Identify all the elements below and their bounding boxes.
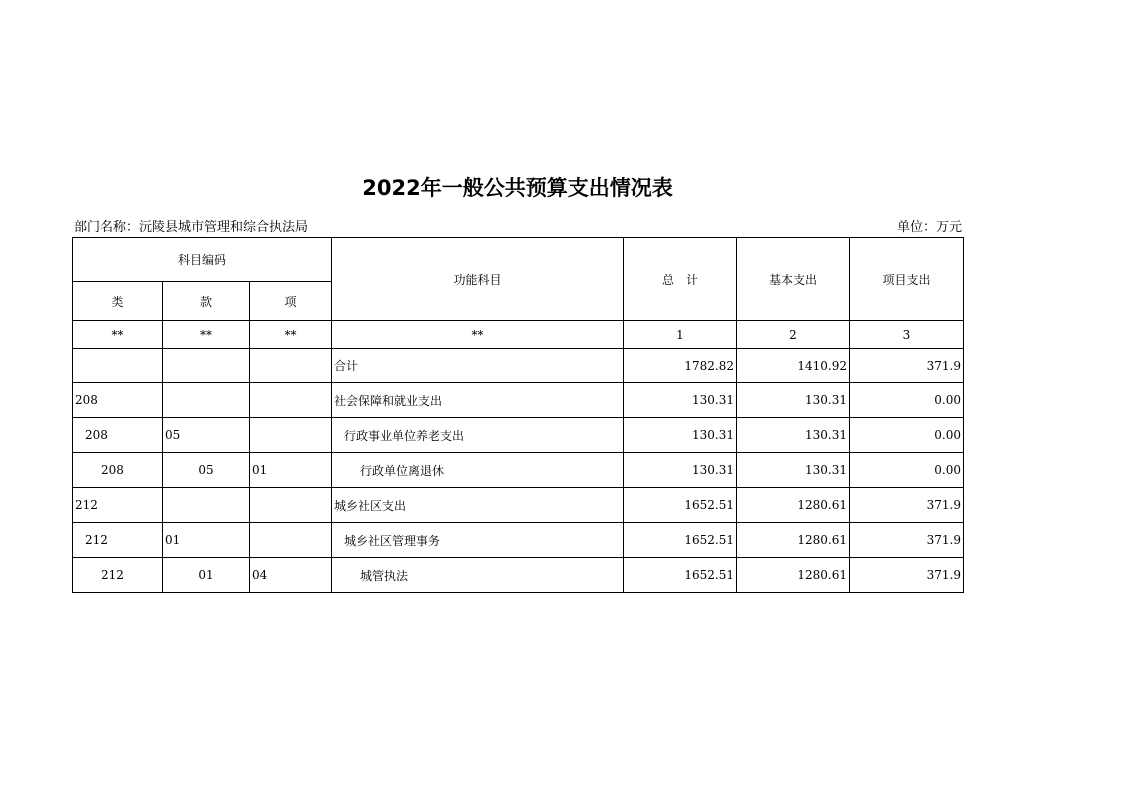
cell-total: 1652.51 [624,523,737,558]
header-kuan: 款 [163,282,250,321]
cell-kuan: 01 [163,523,250,558]
cell-kuan: 01 [163,558,250,593]
cell-xiang [250,418,332,453]
cell-basic: 130.31 [737,418,850,453]
cell-project: 0.00 [850,418,964,453]
index-row [73,321,964,349]
cell-name: 行政事业单位养老支出 [332,418,624,453]
cell-total: 1782.82 [624,349,737,383]
cell-project: 371.9 [850,488,964,523]
budget-table [72,237,964,593]
table-row [73,349,964,383]
cell-lei: 208 [73,383,163,418]
cell-xiang [250,523,332,558]
index-total: 1 [624,321,737,349]
table-row [73,418,964,453]
index-function-subject: ** [332,321,624,349]
cell-name: 行政单位离退休 [332,453,624,488]
cell-name: 合计 [332,349,624,383]
cell-basic: 1280.61 [737,488,850,523]
table-row [73,523,964,558]
cell-basic: 130.31 [737,453,850,488]
cell-total: 1652.51 [624,488,737,523]
page-title: 2022年一般公共预算支出情况表 [362,176,673,200]
header-project: 项目支出 [850,238,964,321]
table-row [73,383,964,418]
header-subject-code: 科目编码 [73,238,332,282]
cell-name: 城乡社区管理事务 [332,523,624,558]
cell-name: 城乡社区支出 [332,488,624,523]
header-basic: 基本支出 [737,238,850,321]
cell-lei: 212 [73,558,163,593]
cell-total: 130.31 [624,453,737,488]
cell-xiang: 04 [250,558,332,593]
cell-lei: 212 [73,488,163,523]
cell-kuan [163,383,250,418]
index-basic: 2 [737,321,850,349]
index-project: 3 [850,321,964,349]
cell-basic: 1280.61 [737,523,850,558]
cell-kuan [163,488,250,523]
index-xiang: ** [250,321,332,349]
cell-project: 371.9 [850,558,964,593]
table-row [73,453,964,488]
cell-basic: 130.31 [737,383,850,418]
cell-lei [73,349,163,383]
cell-kuan: 05 [163,418,250,453]
cell-xiang [250,349,332,383]
cell-project: 0.00 [850,453,964,488]
cell-project: 371.9 [850,523,964,558]
cell-lei: 212 [73,523,163,558]
header-xiang: 项 [250,282,332,321]
department-name: 部门名称：沅陵县城市管理和综合执法局 [74,220,309,235]
index-kuan: ** [163,321,250,349]
cell-xiang: 01 [250,453,332,488]
unit-label: 单位：万元 [896,220,962,235]
cell-basic: 1280.61 [737,558,850,593]
header-row-1 [73,238,964,282]
header-lei: 类 [73,282,163,321]
header-total: 总 计 [624,238,737,321]
cell-xiang [250,383,332,418]
cell-total: 130.31 [624,383,737,418]
cell-total: 130.31 [624,418,737,453]
cell-project: 371.9 [850,349,964,383]
table-row [73,558,964,593]
cell-total: 1652.51 [624,558,737,593]
cell-project: 0.00 [850,383,964,418]
cell-name: 城管执法 [332,558,624,593]
table-row [73,488,964,523]
cell-xiang [250,488,332,523]
cell-kuan [163,349,250,383]
header-function-subject: 功能科目 [332,238,624,321]
cell-lei: 208 [73,453,163,488]
cell-kuan: 05 [163,453,250,488]
cell-basic: 1410.92 [737,349,850,383]
cell-name: 社会保障和就业支出 [332,383,624,418]
index-lei: ** [73,321,163,349]
cell-lei: 208 [73,418,163,453]
